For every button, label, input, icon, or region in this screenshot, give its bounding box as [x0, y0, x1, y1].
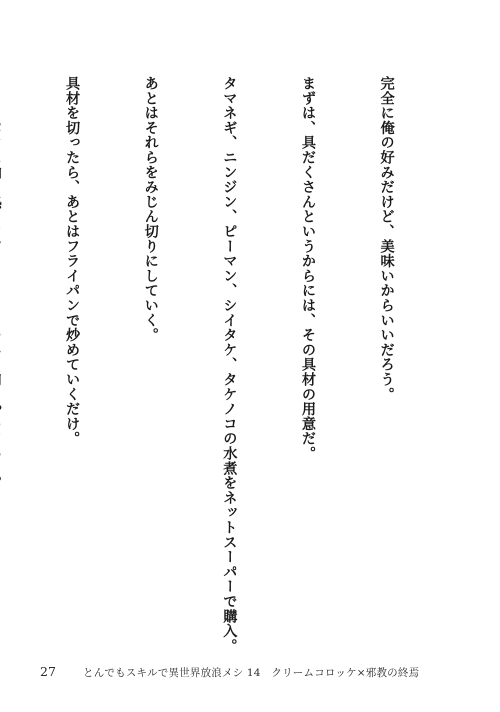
running-title: とんでもスキルで異世界放浪メシ 14 クリームコロッケ×邪教の終焉 [83, 667, 420, 679]
body-line-4: あとはそれらをみじん切りにしていく。 [142, 76, 159, 343]
body-line-2: まずは、具だくさんというからには、その具材の用意だ。 [299, 76, 316, 461]
body-line-6 [0, 76, 7, 676]
page-footer [40, 661, 419, 680]
body-line-1: 完全に俺の好みだけど、美味いからいいだろう。 [378, 76, 395, 402]
vertical-body-text [0, 76, 452, 676]
body-line-5: 具材を切ったら、あとはフライパンで炒めていくだけ。 [64, 76, 81, 446]
page-number: 27 [40, 664, 56, 679]
body-line-3: タマネギ、ニンジン、ピーマン、シイタケ、タケノコの水煮をネットスーパーで購入。 [221, 76, 238, 654]
